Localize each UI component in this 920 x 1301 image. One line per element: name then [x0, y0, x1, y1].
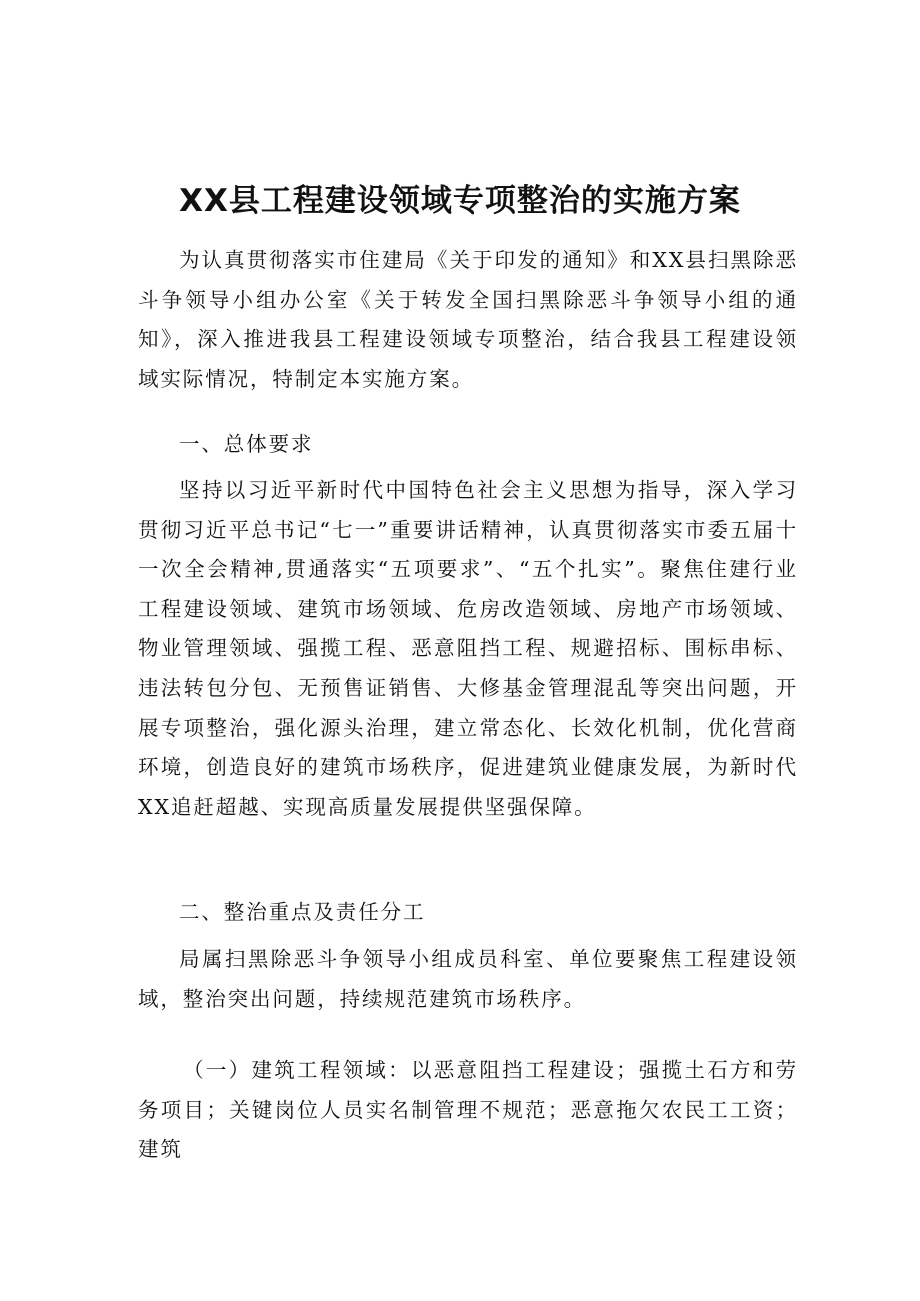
intro-paragraph: 为认真贯彻落实市住建局《关于印发的通知》和XX县扫黑除恶斗争领导小组办公室《关于转发全国扫黑除恶斗争领导小组的通知》，深入推进我县工程建设领域专项整治，结合我县工程建设领域实际情况，特制定本实施方案。	[138, 248, 798, 391]
key-tasks-paragraph: 局属扫黑除恶斗争领导小组成员科室、单位要聚焦工程建设领域，整治突出问题，持续规范建筑市场秩序。	[138, 947, 798, 1011]
section-heading-general-requirements: 一、总体要求	[179, 432, 314, 456]
general-requirements-paragraph: 坚持以习近平新时代中国特色社会主义思想为指导，深入学习贯彻习近平总书记“七一”重要讲话精神，认真贯彻落实市委五届十一次全会精神,贯通落实“五项要求”、“五个扎实”。聚焦住建行业工程建设领域、建筑市场领域、危房改造领域、房地产市场领域、物业管理领域、强揽工程、恶意阻挡工程、规避招标、围标串标、违法转包分包、无预售证销售、大修基金管理混乱等突出问题，开展专项整治，强化源头治理，建立常态化、长效化机制，优化营商环境，创造良好的建筑市场秩序，促进建筑业健康发展，为新时代XX追赶超越、实现高质量发展提供坚强保障。	[138, 478, 798, 819]
subsection-construction-engineering: （一）建筑工程领域：以恶意阻挡工程建设；强揽土石方和劳务项目；关键岗位人员实名制管理不规范；恶意拖欠农民工工资；建筑	[138, 1058, 798, 1162]
document-title: XX县工程建设领域专项整治的实施方案	[179, 183, 741, 219]
section-heading-key-tasks: 二、整治重点及责任分工	[179, 900, 426, 924]
